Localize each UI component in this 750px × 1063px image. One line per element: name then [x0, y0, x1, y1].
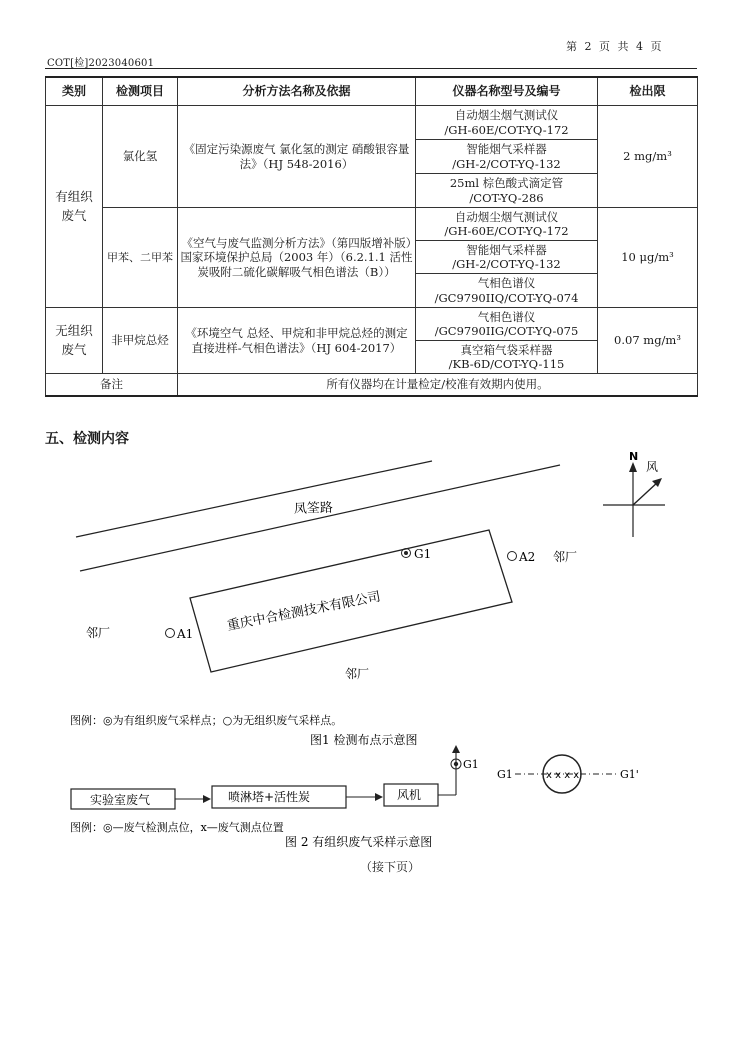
- svg-text:A1: A1: [177, 627, 194, 641]
- neighbor-left-label: 邻厂: [86, 626, 111, 640]
- limit-toluene-xylene: 10 μg/m³: [598, 208, 698, 308]
- figure1-site-map: [0, 440, 750, 750]
- figure2-caption: 图 2 有组织废气采样示意图: [285, 835, 433, 849]
- neighbor-right-label: 邻厂: [553, 550, 578, 564]
- header-item: 检测项目: [103, 77, 178, 106]
- arrow-1-head: [203, 795, 211, 803]
- section-right-label: G1': [620, 768, 639, 781]
- instrument-cell: 智能烟气采样器 /GH-2/COT-YQ-132: [416, 140, 598, 174]
- method-nmhc: 《环境空气 总烃、甲烷和非甲烷总烃的测定直接进样-气相色谱法》（HJ 604-2017）: [178, 308, 416, 374]
- box-scrubber-label: 喷淋塔+活性炭: [228, 790, 311, 804]
- remark-row: [46, 374, 698, 396]
- svg-text:A2: A2: [519, 550, 536, 564]
- instrument-cell: 真空箱气袋采样器 /KB-6D/COT-YQ-115: [416, 341, 598, 374]
- remark-text: 所有仪器均在计量检定/校准有效期内使用。: [178, 374, 698, 396]
- item-nmhc: 非甲烷总烃: [103, 308, 178, 374]
- section-left-label: G1: [497, 768, 513, 781]
- header-method: 分析方法名称及依据: [178, 77, 416, 106]
- neighbor-bottom-label: 邻厂: [345, 667, 370, 681]
- item-hcl: 氯化氢: [103, 106, 178, 208]
- remark-label: 备注: [46, 374, 178, 396]
- figure2-legend: 图例：◎—废气检测点位，x—废气测点位置: [70, 821, 284, 834]
- page-info: 第 2 页 共 4 页: [566, 40, 664, 53]
- method-toluene-xylene: 《空气与废气监测分析方法》（第四版增补版）国家环境保护总局（2003 年）（6.2.1.1 活性炭吸附二硫化碳解吸气相色谱法（B））: [178, 208, 416, 308]
- arrow-2-head: [375, 793, 383, 801]
- wind-label: 风: [646, 460, 659, 474]
- header-category: 类别: [46, 77, 103, 106]
- figure1-caption: 图1 检测布点示意图: [310, 733, 418, 747]
- company-label: 重庆中合检测技术有限公司: [225, 589, 382, 634]
- category-unorganized: 无组织废气: [46, 308, 103, 374]
- table-row: [46, 208, 698, 241]
- table-row: [46, 308, 698, 341]
- sampling-marks: x x x x: [546, 770, 580, 781]
- instrument-cell: 智能烟气采样器 /GH-2/COT-YQ-132: [416, 241, 598, 274]
- section-title: 五、检测内容: [45, 431, 129, 447]
- item-toluene-xylene: 甲苯、二甲苯: [103, 208, 178, 308]
- instrument-cell: 自动烟尘烟气测试仪 /GH-60E/COT-YQ-172: [416, 208, 598, 241]
- table-row: [46, 106, 698, 140]
- document-number: COT[检]2023040601: [47, 58, 155, 69]
- method-hcl: 《固定污染源废气 氯化氢的测定 硝酸银容量法》（HJ 548-2016）: [178, 106, 416, 208]
- figure1-legend: 图例：◎为有组织废气采样点；○为无组织废气采样点。: [70, 714, 343, 727]
- header-limit: 检出限: [598, 77, 698, 106]
- north-label: N: [629, 450, 639, 463]
- limit-hcl: 2 mg/m³: [598, 106, 698, 208]
- instrument-cell: 自动烟尘烟气测试仪 /GH-60E/COT-YQ-172: [416, 106, 598, 140]
- box-fan-label: 风机: [397, 788, 422, 802]
- wind-arrow-icon: [633, 478, 662, 505]
- box-lab-exhaust-label: 实验室废气: [90, 793, 151, 807]
- limit-nmhc: 0.07 mg/m³: [598, 308, 698, 374]
- figure2-flow-diagram: [0, 740, 750, 850]
- header-divider: [45, 68, 697, 69]
- instrument-cell: 气相色谱仪 /GC9790IIQ/COT-YQ-074: [416, 274, 598, 308]
- outlet-arrow-head: [452, 745, 460, 753]
- detection-method-table: [45, 76, 698, 397]
- category-organized: 有组织废气: [46, 106, 103, 308]
- road-label: 凤筌路: [293, 500, 334, 517]
- table-header-row: [46, 77, 698, 106]
- instrument-cell: 25ml 棕色酸式滴定管 /COT-YQ-286: [416, 174, 598, 208]
- header-instrument: 仪器名称型号及编号: [416, 77, 598, 106]
- outlet-label: G1: [463, 758, 479, 771]
- svg-text:G1: G1: [414, 547, 432, 561]
- point-a2: [508, 550, 536, 564]
- road-edge-lower: [80, 465, 560, 571]
- point-a1: [166, 627, 194, 641]
- continue-note: （接下页）: [360, 860, 421, 874]
- road-edge-upper: [76, 461, 432, 537]
- instrument-cell: 气相色谱仪 /GC9790IIG/COT-YQ-075: [416, 308, 598, 341]
